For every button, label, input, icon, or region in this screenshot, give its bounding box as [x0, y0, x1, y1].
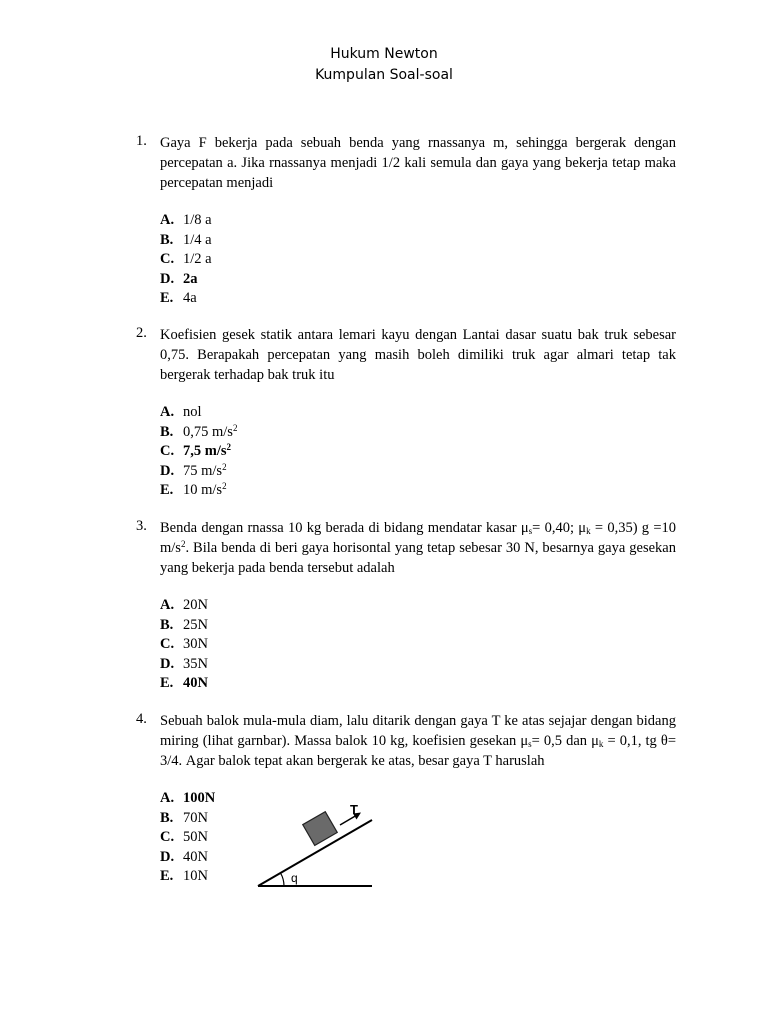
option-e: E. 10 $m/s^2$	[160, 481, 227, 498]
document-subtitle: Kumpulan Soal-soal	[315, 67, 453, 83]
option-b: B. 1/4 a	[160, 231, 212, 248]
force-label: T	[350, 802, 358, 817]
question-4	[136, 711, 676, 887]
option-c: C. 1/2 a	[160, 251, 212, 267]
option-e: E. 4a	[160, 290, 197, 306]
angle-arc	[281, 873, 285, 886]
option-e: E. 10N	[160, 868, 208, 884]
option-c-answer: C. 7,5 $m/s^2$	[160, 442, 231, 459]
option-a-answer: A. 100N	[160, 790, 216, 806]
option-b: B. 70N	[160, 809, 208, 826]
block	[303, 812, 338, 846]
option-d: D. 35N	[160, 655, 208, 672]
document-title: Hukum Newton	[330, 46, 438, 62]
option-list	[160, 211, 676, 309]
option-d-answer: D. 2a	[160, 270, 198, 287]
question-2	[136, 325, 676, 501]
angle-label: q	[291, 871, 298, 885]
question-number: 2.	[136, 325, 147, 341]
question-number: 3.	[136, 518, 147, 534]
question-3	[136, 518, 676, 694]
question-number: 4.	[136, 711, 147, 727]
option-e-answer: E. 40N	[160, 675, 208, 691]
option-a: A. nol	[160, 404, 202, 420]
option-a: A. 20N	[160, 597, 208, 613]
option-a: A. 1/8 a	[160, 212, 212, 228]
question-text: Benda dengan rnassa 10 kg berada di bidang mendatar kasar $\mu_s= 0,40$; $\mu_k = 0,35$) g =10 $m/s^2$. Bila benda di beri gaya horisontal yang tetap sebesar 30 N, besarnya gaya gesekan yang bekerja pada benda tersebut adalah	[160, 520, 677, 576]
option-list	[160, 789, 676, 887]
option-d: D. 40N	[160, 848, 208, 865]
option-list	[160, 596, 676, 694]
inclined-plane-figure	[254, 800, 378, 896]
question-text: Sebuah balok mula-mula diam, lalu ditarik dengan gaya T ke atas sejajar dengan bidang miring (lihat garnbar). Massa balok 10 kg, koefisien gesekan $\mu_s= 0,5$ dan $\mu_k = 0,1$, tg θ= 3/4. Agar balok tepat akan bergerak ke atas, besar gaya T haruslah	[160, 713, 676, 769]
option-b: B. 0,75 $m/s^2$	[160, 422, 238, 440]
question-1	[136, 133, 676, 309]
question-number: 1.	[136, 133, 147, 149]
option-c: C. 30N	[160, 636, 208, 652]
question-text: Gaya F bekerja pada sebuah benda yang rnassanya m, sehingga bergerak dengan percepatan a. Jika rnassanya menjadi 1/2 kali semula dan gaya yang bekerja tetap maka percepatan menjadi	[160, 135, 676, 191]
question-text: Koefisien gesek statik antara lemari kayu dengan Lantai dasar suatu bak truk sebesar 0,75. Berapakah percepatan yang masih boleh dimiliki truk agar almari tetap tak bergerak terhadap bak truk itu	[160, 327, 676, 383]
document-header	[0, 44, 768, 86]
option-c: C. 50N	[160, 829, 208, 845]
option-d: D. 75 $m/s^2$	[160, 461, 227, 479]
option-list	[160, 403, 676, 501]
option-b: B. 25N	[160, 616, 208, 633]
